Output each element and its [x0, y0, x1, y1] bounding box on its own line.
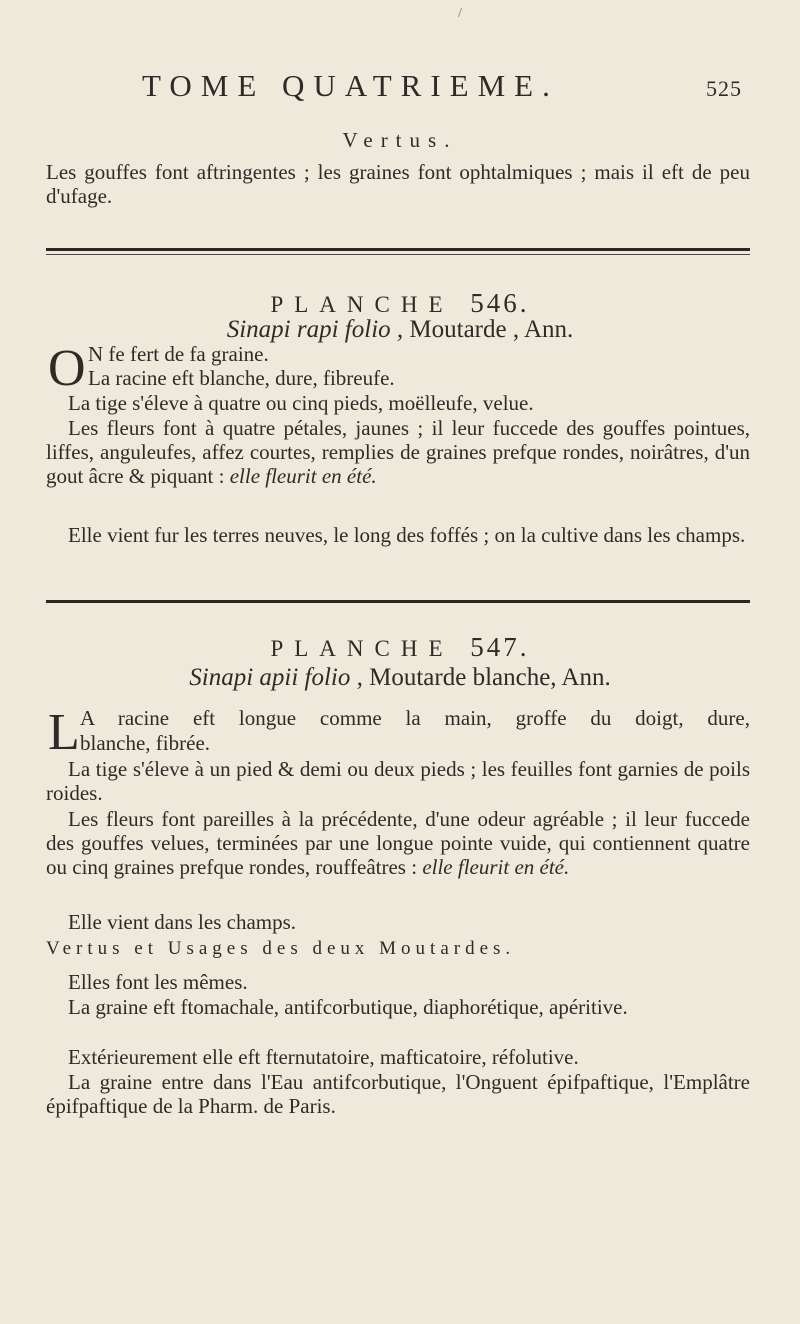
plate-546-line-1: N fe fert de fa graine.: [88, 342, 269, 366]
vertus-usages-p3: Extérieurement elle eft fternutatoire, mafticatoire, réfolutive.: [68, 1045, 579, 1069]
section-rule: [46, 600, 750, 603]
section-rule-thin: [46, 254, 750, 255]
vertus-usages-p1: Elles font les mêmes.: [68, 970, 248, 994]
plate-547-latin-name: Sinapi apii folio ,: [189, 664, 363, 691]
plate-547-line-2: blanche, fibrée.: [80, 731, 211, 755]
vertus-text: Les gouffes font aftringentes ; les graines font ophtalmiques ; mais il eft de peu d'ufage.: [46, 160, 750, 208]
plate-546-flowers: [46, 416, 750, 488]
plate-547-heading: [0, 632, 800, 663]
plate-546-dropcap: O: [48, 340, 86, 397]
plate-547-habitat: Elle vient dans les champs.: [68, 910, 297, 934]
plate-546-french-name: Moutarde , Ann.: [409, 316, 574, 343]
plate-547-title: [0, 664, 800, 692]
plate-547-number: 547.: [470, 632, 530, 662]
section-rule: [46, 248, 750, 251]
plate-547-flowers-text: Les fleurs font pareilles à la précédente, d'une odeur agréable ; il leur fuccede des gouffes velues, terminées par une longue pointe vuide, qui contiennent quatre ou cinq graines prefque rondes, rouffeâtres :: [46, 807, 750, 879]
plate-546-latin-name: Sinapi rapi folio ,: [226, 316, 404, 343]
plate-546-label: PLANCHE: [270, 292, 454, 317]
plate-546-flowering: elle fleurit en été.: [229, 464, 377, 488]
vertus-usages-p4: La graine entre dans l'Eau antifcorbutique, l'Onguent épifpaftique, l'Emplâtre épifpaftique de la Pharm. de Paris.: [46, 1070, 750, 1118]
plate-547-dropcap: L: [48, 704, 80, 761]
vertus-usages-p2: La graine eft ftomachale, antifcorbutique, diaphorétique, apéritive.: [68, 995, 628, 1019]
running-title: TOME QUATRIEME.: [142, 68, 559, 103]
ink-mark: /: [458, 6, 462, 21]
plate-546-line-2: La racine eft blanche, dure, fibreufe.: [88, 366, 395, 390]
plate-547-flowers: [46, 807, 750, 879]
plate-546-title: [0, 316, 800, 344]
plate-547-flowering: elle fleurit en été.: [422, 855, 570, 879]
plate-546-habitat: Elle vient fur les terres neuves, le long des foffés ; on la cultive dans les champs.: [68, 523, 746, 547]
vertus-heading: Vertus.: [342, 128, 458, 152]
plate-547-french-name: Moutarde blanche, Ann.: [369, 664, 611, 691]
plate-546-number: 546.: [470, 288, 530, 318]
page-number: 525: [706, 76, 742, 101]
plate-546-heading: [0, 288, 800, 319]
plate-546-stem: La tige s'éleve à quatre ou cinq pieds, moëlleufe, velue.: [68, 391, 534, 415]
plate-547-stem: La tige s'éleve à un pied & demi ou deux pieds ; les feuilles font garnies de poils roides.: [46, 757, 750, 805]
running-header: [0, 68, 800, 108]
plate-547-label: PLANCHE: [270, 636, 454, 661]
plate-546-flowers-text: Les fleurs font à quatre pétales, jaunes ; il leur fuccede des gouffes pointues, liffes, anguleufes, affez courtes, remplies de graines prefque rondes, noirâtres, d'un gout âcre & piquant :: [46, 416, 750, 488]
plate-547-line-1: A racine eft longue comme la main, groffe du doigt, dure,: [80, 706, 750, 730]
vertus-usages-heading: Vertus et Usages des deux Moutardes.: [46, 938, 516, 959]
